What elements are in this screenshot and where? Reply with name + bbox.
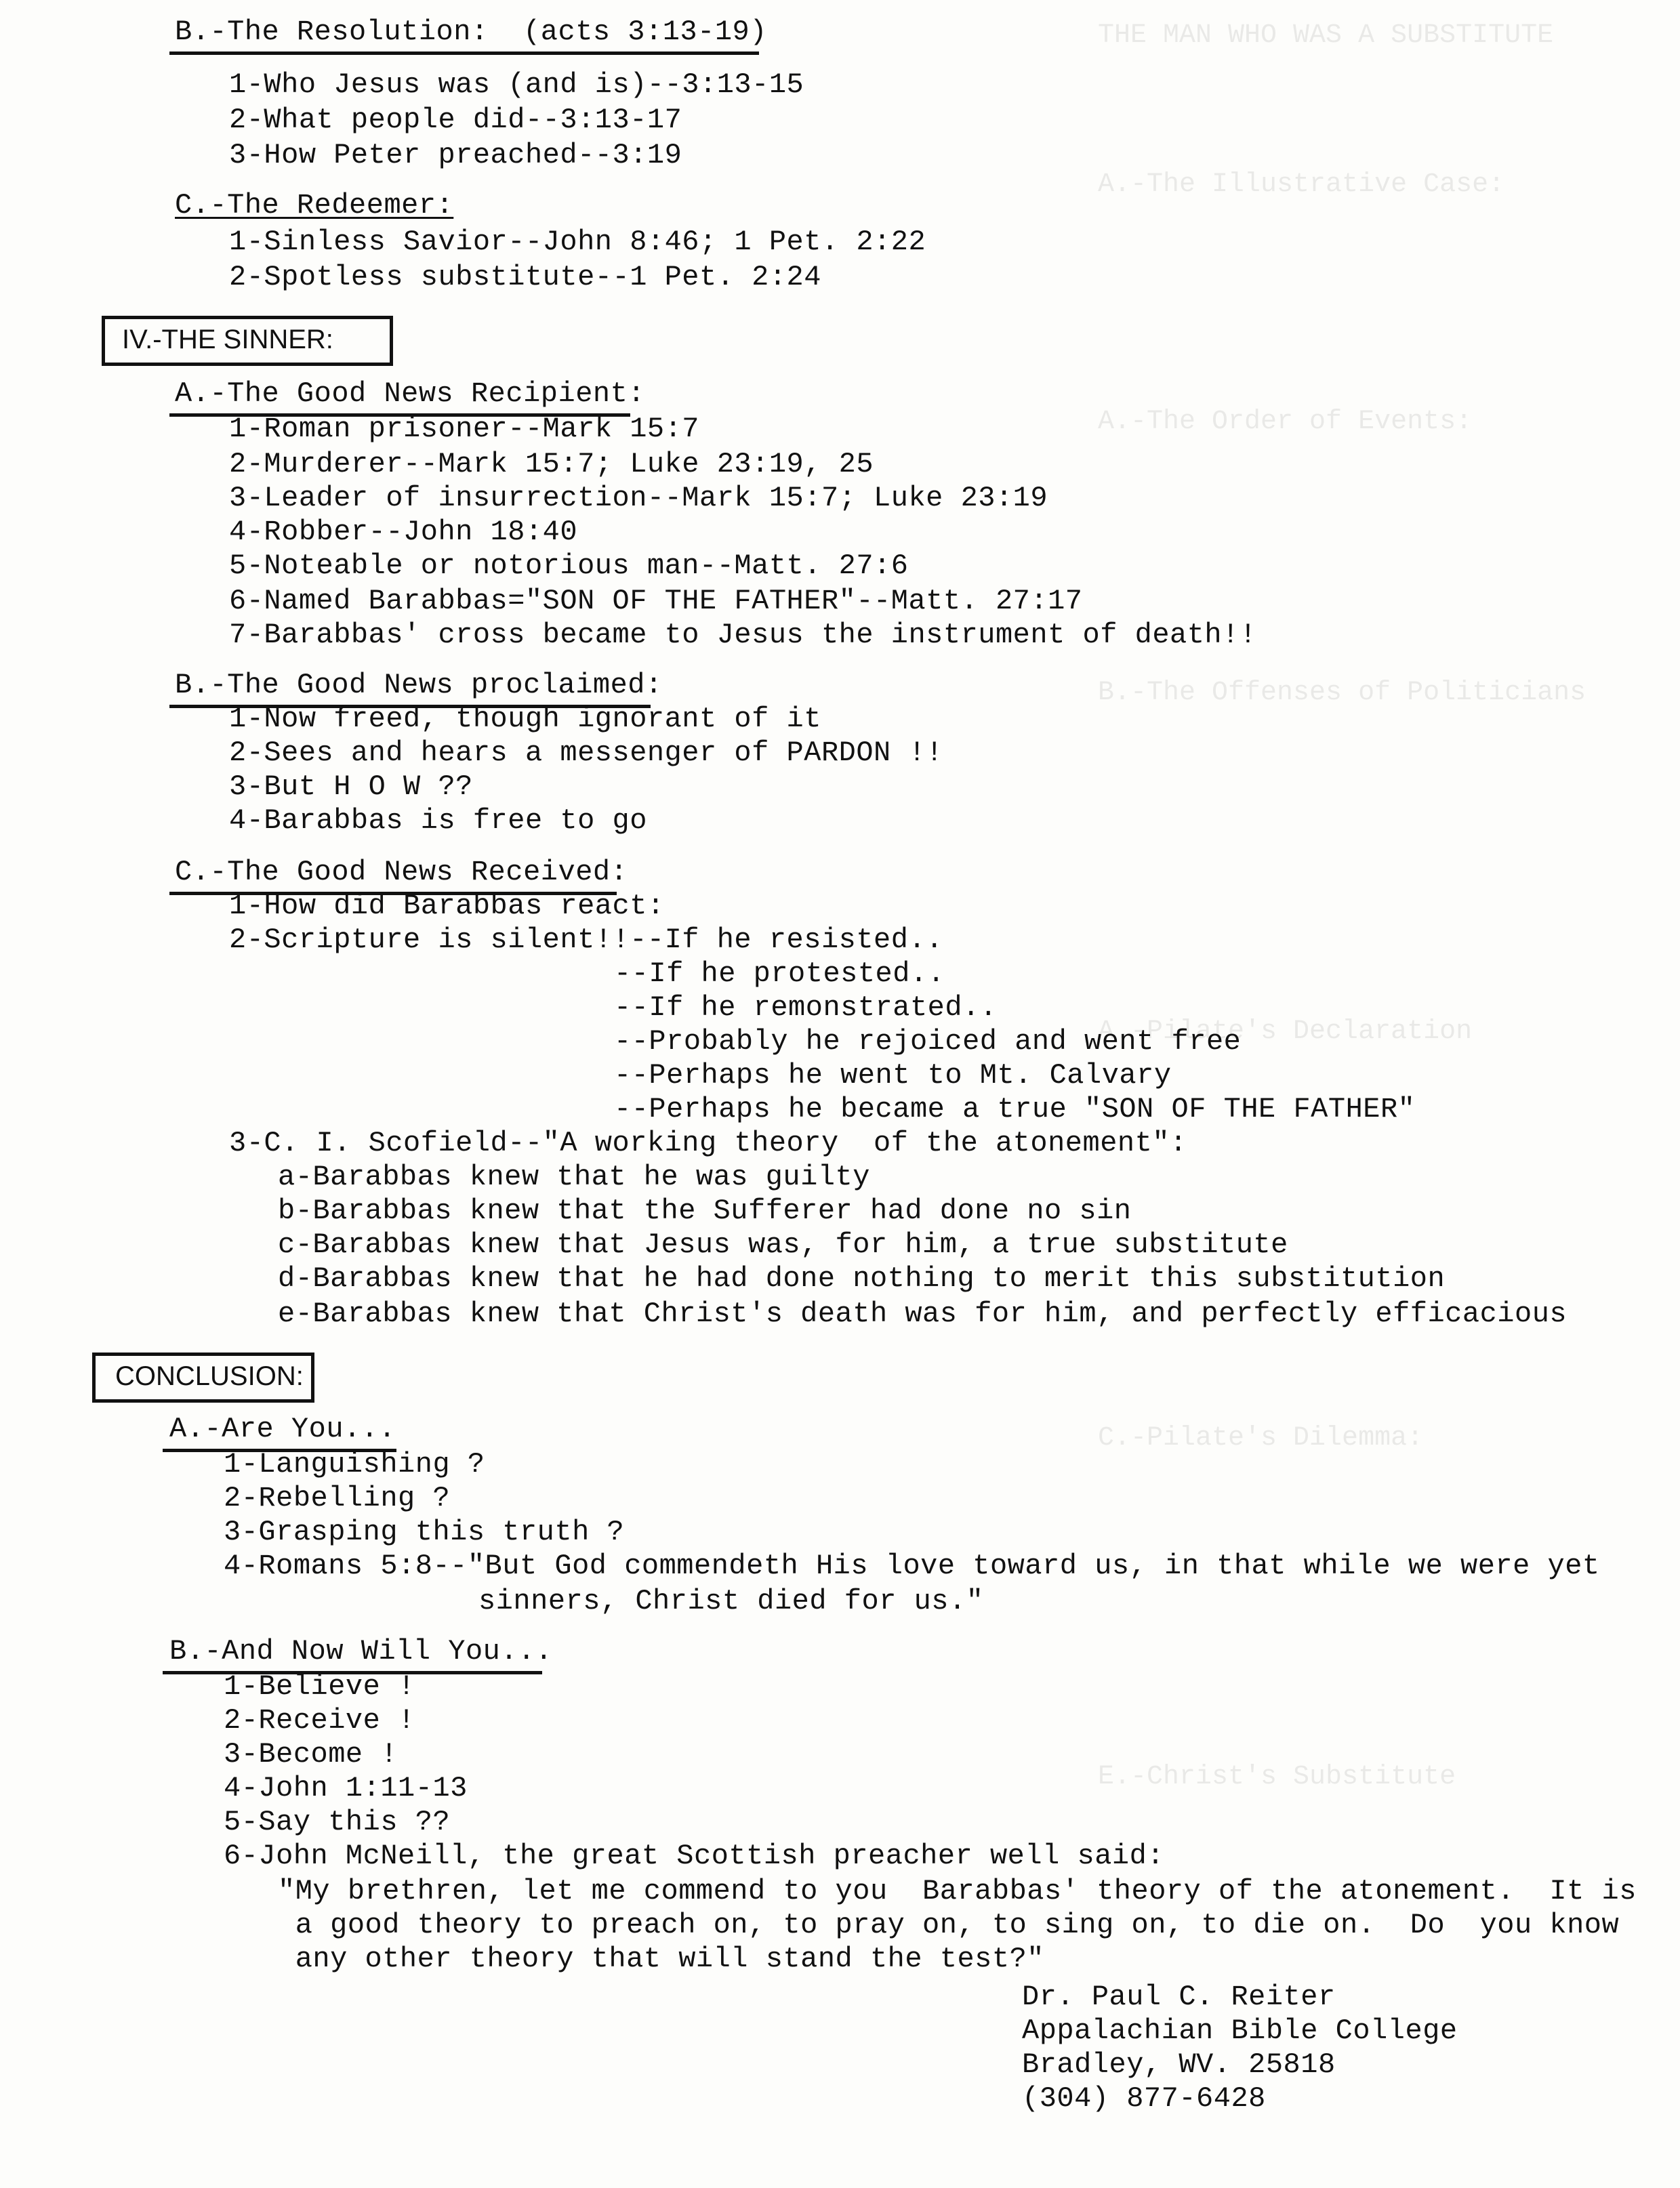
resolution-heading: B.-The Resolution: (acts 3:13-19) — [175, 16, 767, 48]
mcneill-quote-line: "My brethren, let me commend to you Barabbas' theory of the atonement. It is — [278, 1875, 1637, 1907]
are-you-item: 4-Romans 5:8--"But God commendeth His love toward us, in that while we were yet — [224, 1550, 1600, 1582]
scofield-item: 3-C. I. Scofield--"A working theory of the atonement": — [229, 1127, 1187, 1159]
recipient-item: 6-Named Barabbas="SON OF THE FATHER"--Matt. 27:17 — [229, 585, 1083, 617]
section-title: IV.-THE SINNER: — [122, 325, 333, 354]
proclaimed-item: 3-But H O W ?? — [229, 770, 473, 803]
bleed-through-text: THE MAN WHO WAS A SUBSTITUTE — [1098, 20, 1554, 51]
recipient-item: 4-Robber--John 18:40 — [229, 516, 578, 548]
received-item: 2-Scripture is silent!!--If he resisted.. — [229, 924, 943, 956]
received-continuation: --If he protested.. — [614, 957, 945, 990]
received-continuation: --Perhaps he went to Mt. Calvary — [614, 1059, 1172, 1092]
will-you-heading: B.-And Now Will You... — [169, 1635, 553, 1668]
scofield-subitem: e-Barabbas knew that Christ's death was for him, and perfectly efficacious — [278, 1298, 1568, 1330]
scofield-subitem: a-Barabbas knew that he was guilty — [278, 1161, 870, 1193]
bleed-through-text: A.-Pilate's Declaration — [1098, 1016, 1473, 1047]
will-you-item: 3-Become ! — [224, 1738, 398, 1771]
proclaimed-item: 2-Sees and hears a messenger of PARDON !! — [229, 737, 943, 769]
proclaimed-heading: B.-The Good News proclaimed: — [175, 669, 663, 701]
recipient-item: 3-Leader of insurrection--Mark 15:7; Luke 23:19 — [229, 482, 1048, 514]
bleed-through-text: A.-The Illustrative Case: — [1098, 169, 1505, 200]
will-you-item: 4-John 1:11-13 — [224, 1772, 468, 1804]
signature-line: (304) 877-6428 — [1022, 2082, 1266, 2115]
recipient-item: 5-Noteable or notorious man--Matt. 27:6 — [229, 550, 909, 582]
will-you-item: 5-Say this ?? — [224, 1806, 451, 1838]
scofield-subitem: d-Barabbas knew that he had done nothing to merit this substitution — [278, 1262, 1446, 1295]
received-item: 1-How did Barabbas react: — [229, 890, 665, 922]
received-continuation: --Perhaps he became a true "SON OF THE FATHER" — [614, 1093, 1416, 1126]
bleed-through-text: A.-The Order of Events: — [1098, 407, 1473, 437]
are-you-item: 2-Rebelling ? — [224, 1482, 451, 1514]
received-heading: C.-The Good News Received: — [175, 856, 628, 888]
bleed-through-text: B.-The Offenses of Politicians — [1098, 678, 1586, 708]
received-continuation: --If he remonstrated.. — [614, 991, 998, 1024]
proclaimed-item: 1-Now freed, though ignorant of it — [229, 703, 821, 735]
signature-line: Bradley, WV. 25818 — [1022, 2048, 1336, 2081]
conclusion-title: CONCLUSION: — [115, 1361, 304, 1391]
will-you-item: 1-Believe ! — [224, 1670, 415, 1703]
mcneill-quote-line: any other theory that will stand the test?" — [278, 1943, 1044, 1975]
recipient-heading: A.-The Good News Recipient: — [175, 377, 646, 410]
signature-line: Appalachian Bible College — [1022, 2015, 1458, 2047]
heading-underline — [169, 51, 759, 55]
scofield-subitem: b-Barabbas knew that the Sufferer had done no sin — [278, 1195, 1132, 1227]
will-you-item: 6-John McNeill, the great Scottish preacher well said: — [224, 1840, 1165, 1872]
recipient-item: 7-Barabbas' cross became to Jesus the instrument of death!! — [229, 619, 1257, 651]
bleed-through-text: E.-Christ's Substitute — [1098, 1762, 1456, 1792]
will-you-item: 2-Receive ! — [224, 1704, 415, 1737]
are-you-item: 3-Grasping this truth ? — [224, 1516, 625, 1548]
resolution-item: 1-Who Jesus was (and is)--3:13-15 — [229, 68, 804, 101]
redeemer-heading: C.-The Redeemer: — [175, 189, 454, 222]
are-you-item: 1-Languishing ? — [224, 1448, 485, 1481]
resolution-item: 2-What people did--3:13-17 — [229, 104, 682, 136]
resolution-item: 3-How Peter preached--3:19 — [229, 139, 682, 171]
are-you-heading: A.-Are You... — [169, 1413, 396, 1445]
redeemer-item: 2-Spotless substitute--1 Pet. 2:24 — [229, 261, 821, 293]
scofield-subitem: c-Barabbas knew that Jesus was, for him, a true substitute — [278, 1229, 1288, 1261]
bleed-through-text: C.-Pilate's Dilemma: — [1098, 1423, 1424, 1453]
received-continuation: --Probably he rejoiced and went free — [614, 1025, 1242, 1058]
mcneill-quote-line: a good theory to preach on, to pray on, to sing on, to die on. Do you know — [278, 1909, 1620, 1941]
recipient-item: 2-Murderer--Mark 15:7; Luke 23:19, 25 — [229, 448, 874, 480]
romans-continuation: sinners, Christ died for us." — [478, 1585, 984, 1617]
recipient-item: 1-Roman prisoner--Mark 15:7 — [229, 413, 700, 445]
proclaimed-item: 4-Barabbas is free to go — [229, 804, 647, 837]
redeemer-item: 1-Sinless Savior--John 8:46; 1 Pet. 2:22 — [229, 226, 926, 258]
signature-line: Dr. Paul C. Reiter — [1022, 1981, 1336, 2013]
